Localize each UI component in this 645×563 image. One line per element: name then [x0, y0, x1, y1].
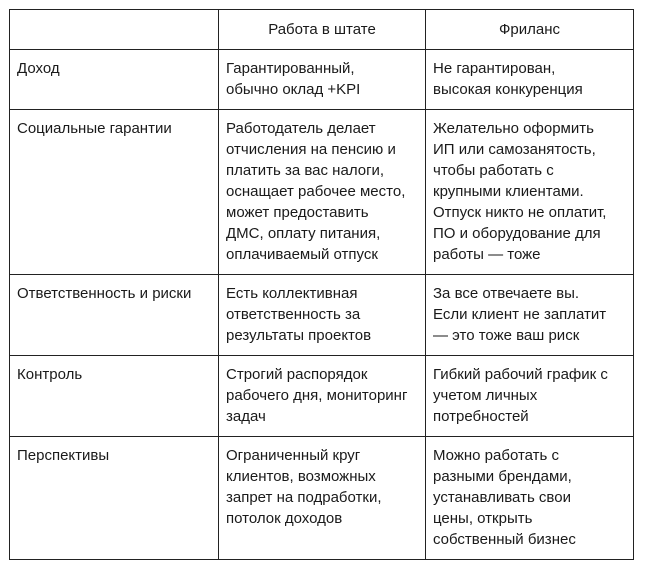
row-label: Перспективы — [10, 437, 219, 560]
row-label: Ответственность и риски — [10, 275, 219, 356]
table-row — [10, 356, 634, 437]
table-row — [10, 50, 634, 110]
table-row — [10, 275, 634, 356]
freelance-cell: Можно работать с разными брендами, устанавливать свои цены, открыть собственный бизнес — [426, 437, 634, 560]
staff-cell: Ограниченный круг клиентов, возможных запрет на подработки, потолок доходов — [219, 437, 426, 560]
staff-cell: Строгий распорядок рабочего дня, мониторинг задач — [219, 356, 426, 437]
header-freelance: Фриланс — [426, 10, 634, 50]
comparison-table — [9, 9, 634, 560]
header-staff: Работа в штате — [219, 10, 426, 50]
row-label: Контроль — [10, 356, 219, 437]
freelance-cell: Не гарантирован, высокая конкуренция — [426, 50, 634, 110]
table-row — [10, 110, 634, 275]
header-empty-cell — [10, 10, 219, 50]
row-label: Доход — [10, 50, 219, 110]
staff-cell: Работодатель делает отчисления на пенсию и платить за вас налоги, оснащает рабочее место, может предоставить ДМС, оплату питания, оплачиваемый отпуск — [219, 110, 426, 275]
table-row — [10, 437, 634, 560]
staff-cell: Гарантированный, обычно оклад +KPI — [219, 50, 426, 110]
freelance-cell: За все отвечаете вы. Если клиент не заплатит — это тоже ваш риск — [426, 275, 634, 356]
freelance-cell: Желательно оформить ИП или самозанятость, чтобы работать с крупными клиентами. Отпуск никто не оплатит, ПО и оборудование для работы — тоже — [426, 110, 634, 275]
table-header-row — [10, 10, 634, 50]
row-label: Социальные гарантии — [10, 110, 219, 275]
staff-cell: Есть коллективная ответственность за результаты проектов — [219, 275, 426, 356]
comparison-table-container — [9, 9, 634, 560]
freelance-cell: Гибкий рабочий график с учетом личных потребностей — [426, 356, 634, 437]
